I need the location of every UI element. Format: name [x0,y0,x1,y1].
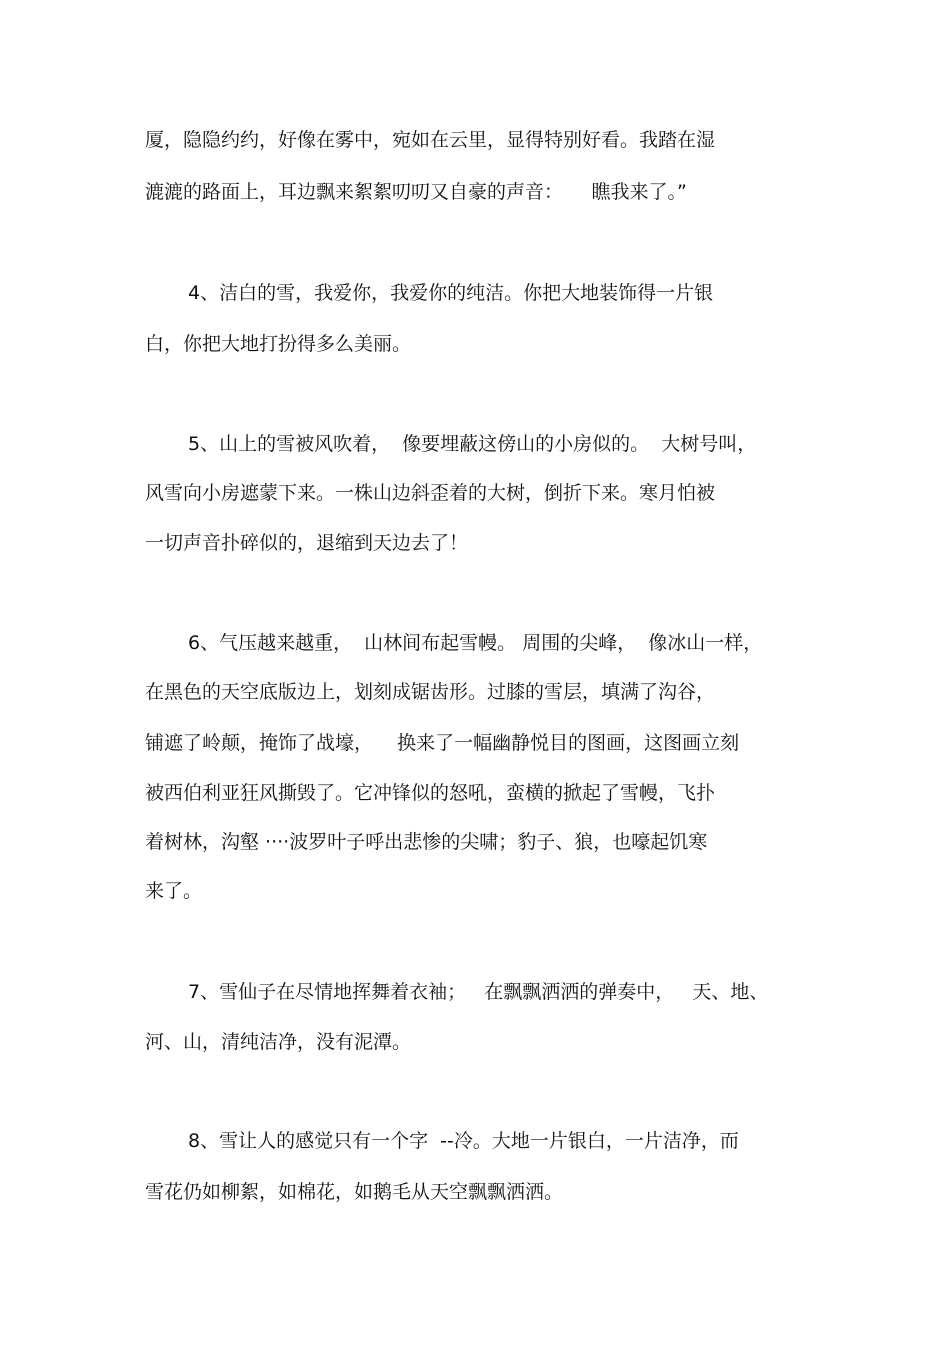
text-line: 风雪向小房遮蒙下来。一株山边斜歪着的大树，倒折下来。寒月怕被 [145,482,716,504]
text-line: 在黑色的天空底版边上，划刻成锯齿形。过膝的雪层，填满了沟谷， [145,681,716,703]
text-line: 着树林，沟壑 ····波罗叶子呼出悲惨的尖啸；豹子、狼，也嚎起饥寒 [145,831,708,853]
text-line: 铺遮了岭颠，掩饰了战壕， 换来了一幅幽静悦目的图画，这图画立刻 [145,732,740,754]
text-line: 来了。 [145,880,203,902]
text-line: 白，你把大地打扮得多么美丽。 [145,333,412,355]
text-line: 河、山，清纯洁净，没有泥潭。 [145,1031,412,1053]
paragraph-6-line: 6、气压越来越重， 山林间布起雪幔。 周围的尖峰， 像冰山一样， [188,632,763,654]
text-line: 厦，隐隐约约，好像在雾中，宛如在云里，显得特别好看。我踏在湿 [145,129,716,151]
paragraph-5-line: 5、山上的雪被风吹着， 像要埋蔽这傍山的小房似的。 大树号叫， [188,433,757,455]
text-line: 漉漉的路面上，耳边飘来絮絮叨叨又自豪的声音： 瞧我来了。” [145,181,687,203]
paragraph-7-line: 7、雪仙子在尽情地挥舞着衣袖； 在飘飘洒洒的弹奏中， 天、地、 [188,981,769,1003]
paragraph-8-line: 8、雪让人的感觉只有一个字 --冷。大地一片银白，一片洁净，而 [188,1130,739,1152]
text-line: 被西伯利亚狂风撕毁了。它冲锋似的怒吼，蛮横的掀起了雪幔，飞扑 [145,782,716,804]
paragraph-4-line: 4、洁白的雪，我爱你，我爱你的纯洁。你把大地装饰得一片银 [188,282,714,304]
text-line: 雪花仍如柳絮，如棉花，如鹅毛从天空飘飘洒洒。 [145,1181,564,1203]
text-line: 一切声音扑碎似的，退缩到天边去了！ [145,532,469,554]
